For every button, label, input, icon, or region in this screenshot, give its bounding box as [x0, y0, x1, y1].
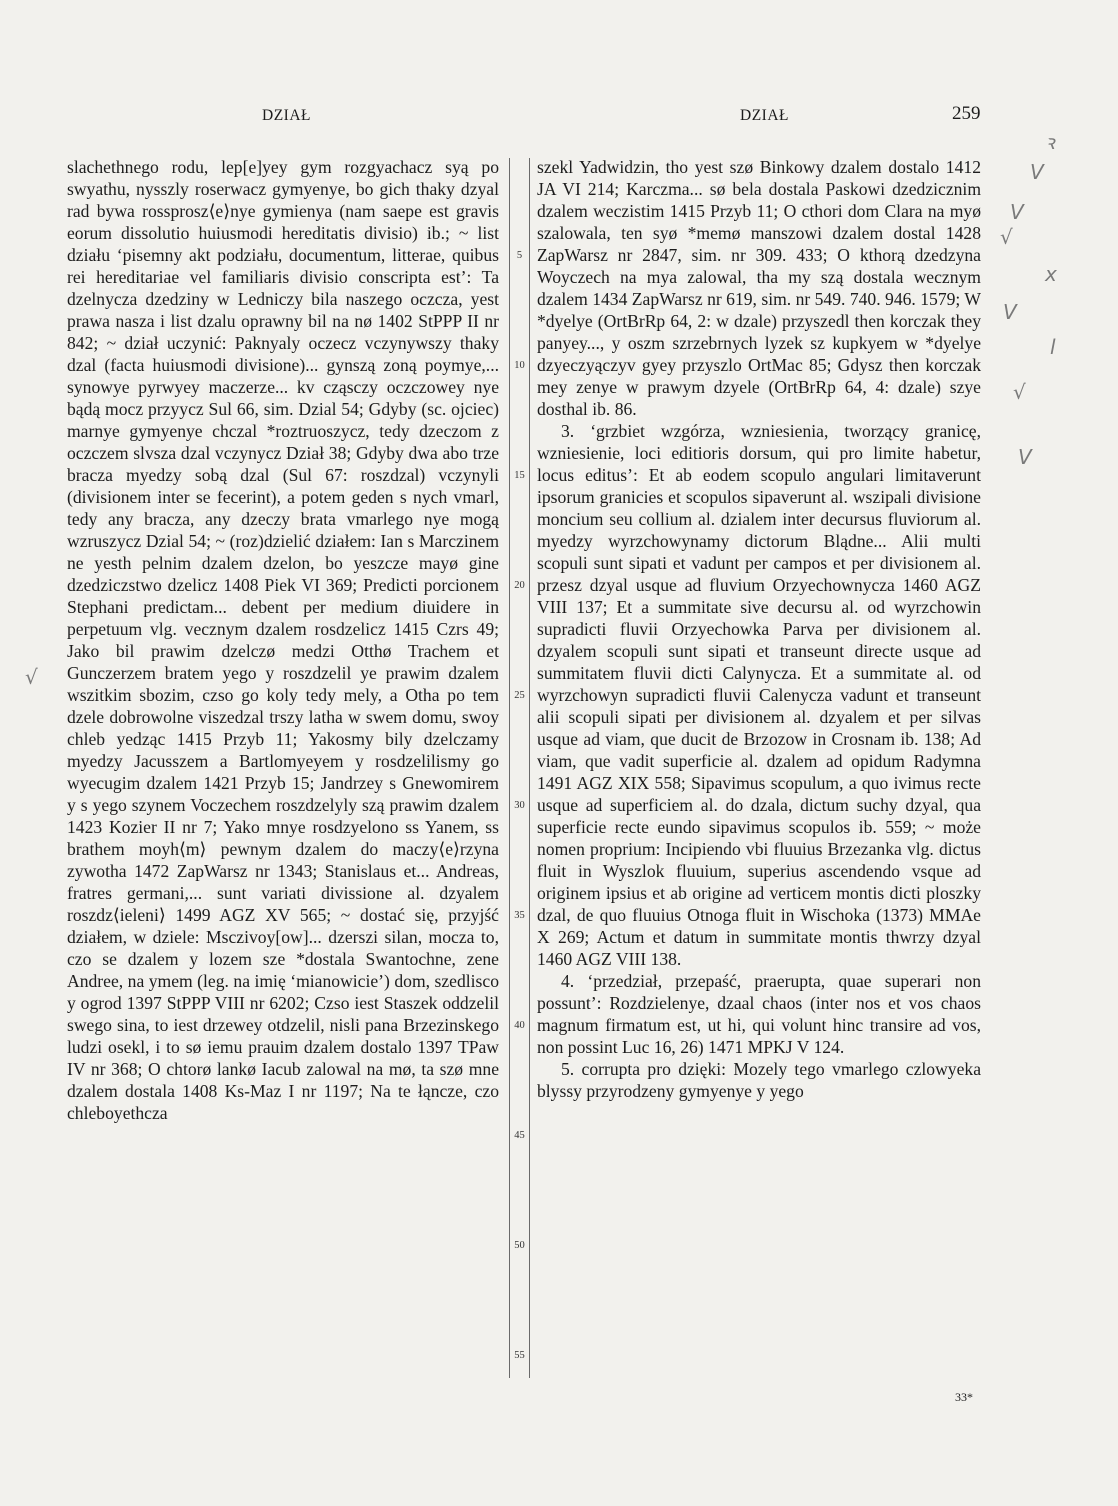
- column-rule-left: [509, 158, 510, 1378]
- signature-mark: 33*: [955, 1390, 973, 1404]
- line-number: 10: [514, 360, 525, 371]
- left-column-text: slachethnego rodu, lep[e]yey gym rozgyachacz syą po swyathu, nysszly roserwacz gymyenye, bo gich thaky dzyal rad bywa rossprosz⟨e⟩nye gymienya (nam saepe est gravis eorum dissolutio huiusmodi hereditatis divisio) ib.; ~ list działu ‘pisemny akt podziału, documentum, litterae, quibus rei hereditariae vel familiaris divisio conscripta est’: Ta dzelnycza dzedziny w Ledniczy bila naszego oczcza, yest prawa nasza i list dzalu oprawny bil na nø 1402 StPPP II nr 842; ~ dział uczynić: Paknyaly oczecz vczynywszy thaky dzal (facta huiusmodi divisione)... gynszą zoną poymye,... synowye pyrwyey maczerze... kv cząsczy oczczowey nye bądą mocz przyycz Sul 66, sim. Dzial 54; Gdyby (sc. ojciec) marnye gymyenye chczal *roztruoszycz, tedy dzeczom z oczczem slvsza dzal vczynycz Dział 38; Gdyby dwa abo trze bracza myedzy sobą dzal (Sul 67: roszdzal) vczynyli (divisionem inter se fecerint), a potem geden s nych vmarl, tedy any bracza, any dzeczy brata vmarlego nye mogą wzruszycz Dzial 54; ~ (roz)dzielić działem: Ian s Marczinem ne yesth pelnim dzalem dzelon, bo yeszcze mayø gine dzedziczstwo dzelicz 1408 Piek VI 369; Predicti porcionem Stephani predictam... debent per medium diuidere in perpetuum vlg. vecznym dzalem rosdzelicz 1415 Czrs 49; Jako bil prawim dzelczø medzi Otthø Trachem et Gunczerzem bratem yego y roszdzelil ye prawim dzalem wszitkim sbozim, czso go koly tedy mely, a Otha po tem dzele dobrowolne viszedzal trszy latha w swem domu, swoy chleb yedząc 1415 Przyb 11; Yakosmy bily dzelczamy myedzy Jacusszem a Bartlomyeyem y rosdzelilismy go wyecugim dzalem 1421 Przyb 15; Jandrzey s Gnewomirem y s yego szynem Voczechem roszdzelyly szą prawim dzalem 1423 Kozier II nr 7; Yako mnye rosdzyelono ss Yanem, ss brathem moyh⟨m⟩ pewnym dzalem do maczy⟨e⟩rzyna zywotha 1472 ZapWarsz nr 1343; Stanislaus et... Andreas, fratres germani,... sunt variati divissione al. dzyalem roszdz⟨ieleni⟩ 1499 AGZ XV 565; ~ dostać się, przyjść działem, w dziele: Msczivoy[ow]... dzerszi silan, mocza to, czo se dzalem y lozem sze *dostala Swantochne, zene Andree, na ymem (leg. na imię ‘mianowicie’) dom, szedlisco y ogrod 1397 StPPP VIII nr 6202; Czso iest Staszek oddzelil swego sina, to iest drzewey otdzelil, nisli pana Brzezinskego ludzi osekl, i to sø iemu prauim dzalem dostalo 1397 TPaw IV nr 368; O chtorø lankø Iacub zalowal na mø, ta szø mne dzalem dostala 1408 Ks-Maz I nr 1197; Na te łąncze, czo chleboyethcza: [67, 157, 499, 1123]
- margin-annotation: l: [1050, 335, 1056, 359]
- line-number: 50: [514, 1240, 525, 1251]
- margin-annotation: V: [1030, 160, 1044, 184]
- running-header-right: DZIAŁ: [740, 107, 789, 124]
- margin-annotation: √: [1013, 380, 1026, 404]
- line-number: 15: [514, 470, 525, 481]
- right-text-column: [537, 156, 981, 1102]
- margin-annotation: V: [1003, 300, 1017, 324]
- sense-5: 5. corrupta pro dzięki: Mozely tego vmarlego czlowyeka blyssy przyrodzeny gymyenye y yego: [537, 1059, 981, 1101]
- running-header-left: DZIAŁ: [262, 107, 311, 124]
- margin-annotation: ꝛ: [1045, 130, 1055, 154]
- column-rule-right: [529, 158, 530, 1378]
- margin-annotation: V: [1018, 445, 1032, 469]
- margin-annotation: V: [1010, 200, 1024, 224]
- margin-annotation: √: [25, 665, 38, 689]
- line-number: 35: [514, 910, 525, 921]
- left-text-column: [67, 156, 499, 1124]
- entry-continuation: szekl Yadwidzin, tho yest szø Binkowy dzalem dostalo 1412 JA VI 214; Karczma... sø bela dostala Paskowi dzedzicznim dzalem weczistim 1415 Przyb 11; O cthori dom Clara na myø szalowala, ten syø *memø manszowi dzalem dostal 1428 ZapWarsz nr 2847, sim. nr 309. 433; O kthorą dzedzyna Woyczech na mya zalowal, tha my szą dostala wecznym dzalem 1434 ZapWarsz nr 619, sim. nr 549. 740. 946. 1579; W *dyelye (OrtBrRp 64, 2: w dzale) przyszedl then korczak they panyey..., y oszm szrzebrnych lyzek sz kupkyem w *dyelye dzyeczyączyv gyey przyszlo OrtMac 85; Gdysz then korczak mey zenye w prawym dzyele (OrtBrRp 64, 4: dzale) szye dosthal ib. 86.: [537, 157, 981, 419]
- line-number: 45: [514, 1130, 525, 1141]
- line-number: 5: [516, 250, 523, 261]
- line-number: 20: [514, 580, 525, 591]
- margin-annotation: √: [1000, 225, 1013, 249]
- line-number: 40: [514, 1020, 525, 1031]
- page-number: 259: [952, 103, 981, 124]
- margin-annotation: x: [1045, 262, 1057, 286]
- line-number: 25: [514, 690, 525, 701]
- line-number: 30: [514, 800, 525, 811]
- sense-4: 4. ‘przedział, przepaść, praerupta, quae superari non possunt’: Rozdzielenye, dzaal chaos (inter nos et vos chaos magnum firmatum est, ut hi, qui volunt hinc transire ad vos, non possint Luc 16, 26) 1471 MPKJ V 124.: [537, 971, 981, 1057]
- line-number: 55: [514, 1350, 525, 1361]
- sense-3: 3. ‘grzbiet wzgórza, wzniesienia, tworzący granicę, wzniesienie, loci editioris dorsum, qui pro limite habetur, locus editus’: Et ab eodem scopulo angulari limitaverunt ipsorum granicies et scopulos sipaverunt al. wszipali divisione moncium seu collium al. dzialem inter decursus fluviorum al. myedzy wyrzchowynamy dictorum Blądne... Alii multi scopuli sunt sipati et vadunt per campos et per divisionem al. przesz dzyal usque ad fluvium Orzyechownycza 1460 AGZ VIII 137; Et a summitate sive decursu al. od wyrzchowin supradicti fluvii Orzyechowka Parva per divisionem al. dzyalem scopuli sunt sipati et transeunt directe usque ad summitatem fluvii dicti Calynycza. Et a summitate al. od wyrzchowyn supradicti fluvii Calenycza vadunt et transeunt alii scopuli sipati per divisionem al. dzyalem et per silvas usque ad viam, que ducit de Brzozow in Crosnam ib. 138; Ad viam, que vadit superficie al. dzalem ad opidum Radymna 1491 AGZ XIX 558; Sipavimus scopulum, a quo ivimus recte usque ad superficiem al. do dzala, dictum suchy dzyal, qua superficie recte eundo sipavimus scopulos ib. 559; ~ może nomen proprium: Incipiendo vbi fluuius Brzezanka vlg. dictus fluit in Wyszlok fluuium, superius ascendendo vsque ad originem ipsius et ab origine ad verticem montis dicti ploszky dzal, de quo fluuius Otnoga fluit in Wischoka (1373) MMAe X 269; Actum et datum in summitate montis thwrzy dzyal 1460 AGZ VIII 138.: [537, 421, 981, 969]
